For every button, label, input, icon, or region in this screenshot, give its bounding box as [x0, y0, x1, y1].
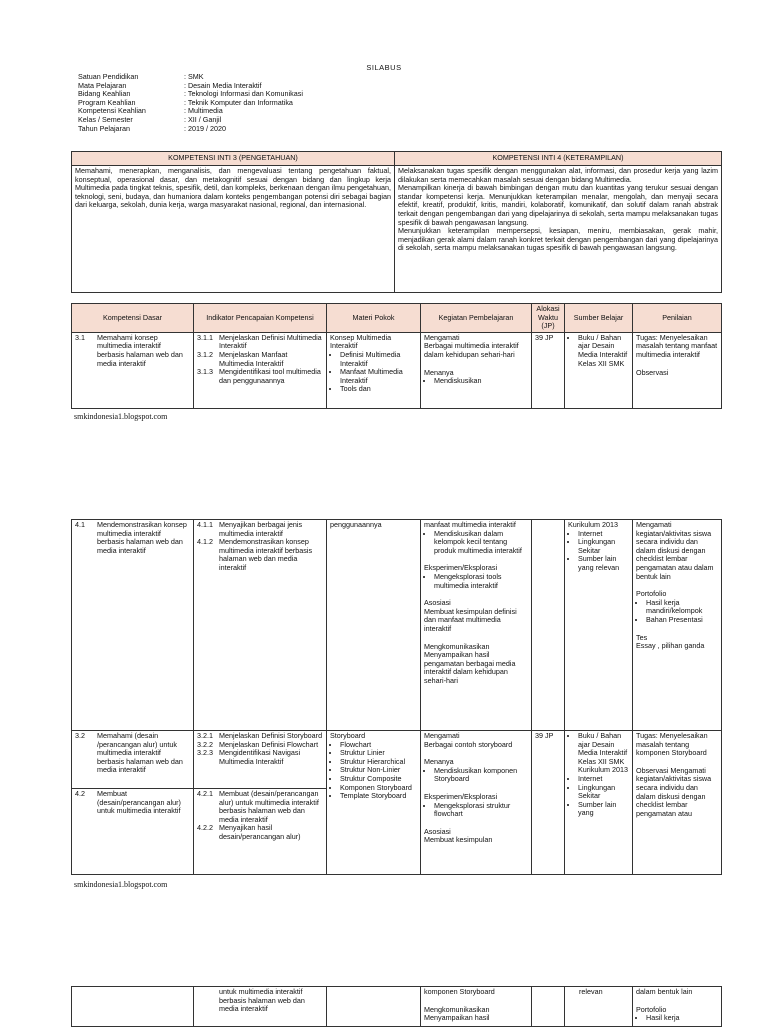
sumber-cell: relevan	[565, 987, 633, 1027]
list-item: • Internet	[578, 775, 629, 784]
ki4-text-c: Menunjukkan keterampilan mempersepsi, kesiapan, meniru, membiasakan, gerak mahir, menjadikan gerak alami dalam ranah konkret terkait dengan pengembangan dari yang dipelajarinya di sekolah, serta mampu melaksanakan tugas spesifik di bawah pengawasan langsung.	[398, 226, 718, 253]
sumber-cell	[565, 332, 633, 408]
ipk-cell: 4.2.1 Membuat (desain/perancangan alur) untuk multimedia interaktif berbasis halaman web dan media interaktif 4.2.2 Menyajikan hasil desain/perancangan alur)	[194, 789, 327, 875]
meta-row: Mata Pelajaran : Desain Media Interaktif	[78, 80, 262, 90]
penilaian-cell: Tugas: Menyelesaikan masalah tentang manfaat multimedia interaktif Observasi	[633, 332, 722, 408]
ipk-cell: 3.1.1 Menjelaskan Definisi Multimedia Interaktif 3.1.2 Menjelaskan Manfaat Multimedia Interaktif 3.1.3 Mengidentifikasi tool multimedia dan penggunaannya	[194, 332, 327, 408]
list-item: • Mengeksplorasi struktur flowchart	[434, 802, 528, 819]
materi-cell: Konsep Multimedia Interaktif • Definisi Multimedia Interaktif • Manfaat Multimedia Interaktif • Tools dan	[327, 332, 421, 408]
header-kegiatan: Kegiatan Pembelajaran	[421, 304, 532, 333]
page-footer: smkindonesia1.blogspot.com	[74, 880, 168, 889]
list-item: • Mendiskusikan komponen Storyboard	[434, 767, 528, 784]
list-item: • Internet	[578, 530, 629, 539]
list-item: • Struktur Linier	[340, 749, 417, 758]
ki4-cell	[395, 166, 722, 293]
list-item: • Struktur Non-Linier	[340, 766, 417, 775]
list-item: • Bahan Presentasi	[646, 616, 718, 625]
header-sumber: Sumber Belajar	[565, 304, 633, 333]
list-item: • Tools dan	[340, 385, 417, 394]
list-item: • Struktur Hierarchical	[340, 758, 417, 767]
ipk-cell: 4.1.1 Menyajikan berbagai jenis multimedia interaktif 4.1.2 Mendemonstrasikan konsep multimedia interaktif berbasis halaman web dan media interaktif	[194, 520, 327, 731]
list-item: • Mendiskusikan dalam kelompok kecil tentang produk multimedia interaktif	[434, 530, 528, 556]
header-materi: Materi Pokok	[327, 304, 421, 333]
meta-row: Kompetensi Keahlian : Multimedia	[78, 106, 223, 116]
syllabus-table-2	[71, 519, 722, 875]
syllabus-table-3	[71, 986, 722, 1027]
header-waktu: Alokasi Waktu (JP)	[532, 304, 565, 333]
kd-cell: 3.1 Memahami konsep multimedia interaktif berbasis halaman web dan media interaktif	[72, 332, 194, 408]
kd-cell: 4.2 Membuat (desain/perancangan alur) untuk multimedia interaktif	[72, 789, 194, 875]
list-item: • Mendiskusikan	[434, 377, 528, 386]
list-item: • Sumber lain yang relevan	[578, 555, 629, 572]
meta-row: Program Keahlian : Teknik Komputer dan Informatika	[78, 97, 293, 107]
identity-block	[78, 73, 303, 133]
penilaian-cell: Tugas: Menyelesaikan masalah tentang komponen Storyboard Observasi Mengamati kegiatan/aktivitas siswa secara individu dan dalam diskusi dengan checklist lembar pengamatan atau	[633, 731, 722, 875]
list-item: • Sumber lain yang	[578, 801, 629, 818]
waktu-cell: 39 JP	[532, 332, 565, 408]
syllabus-table-1	[71, 303, 722, 409]
materi-cell	[327, 987, 421, 1027]
list-item: • Hasil kerja mandiri/kelompok	[646, 599, 718, 616]
list-item: • Buku / Bahan ajar Desain Media Interaktif Kelas XII SMK	[578, 334, 629, 368]
kegiatan-cell: Mengamati Berbagai contoh storyboard Menanya • Mendiskusikan komponen Storyboard Eksperimen/Eksplorasi • Mengeksplorasi struktur flowchart Asosiasi Membuat kesimpulan	[421, 731, 532, 875]
ki4-text-b: Menampilkan kinerja di bawah bimbingan dengan mutu dan kuantitas yang terukur sesuai dengan standar kompetensi kerja. Menunjukkan keterampilan menalar, mengolah, dan menyaji secara efektif, kreatif, produktif, kritis, mandiri, kolaboratif, komunikatif, dan solutif dalam ranah abstrak terkait dengan pengembangan dari yang dipelajarinya di sekolah, serta mampu melaksanakan tugas spesifik di bawah pengawasan langsung.	[398, 183, 718, 227]
waktu-cell: 39 JP	[532, 731, 565, 875]
list-item: • Hasil kerja	[646, 1014, 718, 1023]
list-item: • Lingkungan Sekitar	[578, 784, 629, 801]
list-item: • Manfaat Multimedia Interaktif	[340, 368, 417, 385]
kegiatan-cell: komponen Storyboard Mengkomunikasikan Menyampaikan hasil	[421, 987, 532, 1027]
page-footer: smkindonesia1.blogspot.com	[74, 412, 168, 421]
meta-row: Bidang Keahlian : Teknologi Informasi dan Komunikasi	[78, 89, 303, 99]
list-item: • Flowchart	[340, 741, 417, 750]
ki3-text: Memahami, menerapkan, menganalisis, dan mengevaluasi tentang pengetahuan faktual, konseptual, operasional dasar, dan metakognitif sesuai dengan bidang dan lingkup kerja Multimedia pada tingkat teknis, spesifik, detil, dan kompleks, berkenaan dengan ilmu pengetahuan, teknologi, seni, budaya, dan humaniora dalam konteks pengembangan potensi diri sebagai bagian dari keluarga, sekolah, dunia kerja, warga masyarakat nasional, regional, dan internasional.	[72, 166, 395, 293]
list-item: • Komponen Storyboard	[340, 784, 417, 793]
kd-cell	[72, 987, 194, 1027]
header-kd: Kompetensi Dasar	[72, 304, 194, 333]
sumber-cell: Kurikulum 2013 • Internet • Lingkungan Sekitar • Sumber lain yang relevan	[565, 520, 633, 731]
ki3-header: KOMPETENSI INTI 3 (PENGETAHUAN)	[72, 152, 395, 166]
meta-row: Tahun Pelajaran : 2019 / 2020	[78, 123, 226, 133]
ipk-cell: 3.2.1 Menjelaskan Definisi Storyboard 3.2.2 Menjelaskan Definisi Flowchart 3.2.3 Mengidentifikasi Navigasi Multimedia Interaktif	[194, 731, 327, 789]
list-item: • Struktur Composite	[340, 775, 417, 784]
ipk-cell: untuk multimedia interaktif berbasis halaman web dan media interaktif	[194, 987, 327, 1027]
waktu-cell	[532, 987, 565, 1027]
meta-row: Satuan Pendidikan : SMK	[78, 72, 204, 81]
kegiatan-cell: manfaat multimedia interaktif • Mendiskusikan dalam kelompok kecil tentang produk multimedia interaktif Eksperimen/Eksplorasi • Mengeksplorasi tools multimedia interaktif Asosiasi Membuat kesimpulan definisi dan manfaat multimedia interaktif Mengkomunikasikan Menyampaikan hasil pengamatan berbagai media interaktif dalam kehidupan sehari-hari	[421, 520, 532, 731]
kd-cell: 4.1 Mendemonstrasikan konsep multimedia interaktif berbasis halaman web dan media interaktif	[72, 520, 194, 731]
ki-table	[71, 151, 722, 293]
ki4-header: KOMPETENSI INTI 4 (KETERAMPILAN)	[395, 152, 722, 166]
waktu-cell	[532, 520, 565, 731]
meta-row: Kelas / Semester : XII / Ganjil	[78, 114, 222, 124]
ki4-text-a: Melaksanakan tugas spesifik dengan menggunakan alat, informasi, dan prosedur kerja yang lazim dilakukan serta memecahkan masalah sesuai dengan bidang Multimedia.	[398, 166, 718, 184]
penilaian-cell: dalam bentuk lain Portofolio • Hasil kerja	[633, 987, 722, 1027]
header-ipk: Indikator Pencapaian Kompetensi	[194, 304, 327, 333]
list-item: • Definisi Multimedia Interaktif	[340, 351, 417, 368]
list-item: • Lingkungan Sekitar	[578, 538, 629, 555]
list-item: • Mengeksplorasi tools multimedia interaktif	[434, 573, 528, 590]
materi-cell: Storyboard • Flowchart • Struktur Linier • Struktur Hierarchical • Struktur Non-Linier • Struktur Composite • Komponen Storyboard • Template Storyboard	[327, 731, 421, 875]
list-item: • Buku / Bahan ajar Desain Media Interaktif Kelas XII SMK	[578, 732, 629, 766]
materi-cell: penggunaannya	[327, 520, 421, 731]
kegiatan-cell: Mengamati Berbagai multimedia interaktif dalam kehidupan sehari-hari Menanya • Mendiskusikan	[421, 332, 532, 408]
document-title: SILABUS	[366, 63, 402, 72]
list-item: • Template Storyboard	[340, 792, 417, 801]
penilaian-cell: Mengamati kegiatan/aktivitas siswa secara individu dan dalam diskusi dengan checklist lembar pengamatan atau dalam bentuk lain Portofolio • Hasil kerja mandiri/kelompok • Bahan Presentasi Tes Essay , pilihan ganda	[633, 520, 722, 731]
kd-cell: 3.2 Memahami (desain /perancangan alur) untuk multimedia interaktif berbasis halaman web dan media interaktif	[72, 731, 194, 789]
sumber-cell: • Buku / Bahan ajar Desain Media Interaktif Kelas XII SMK Kurikulum 2013 • Internet • Lingkungan Sekitar • Sumber lain yang	[565, 731, 633, 875]
header-penilaian: Penilaian	[633, 304, 722, 333]
